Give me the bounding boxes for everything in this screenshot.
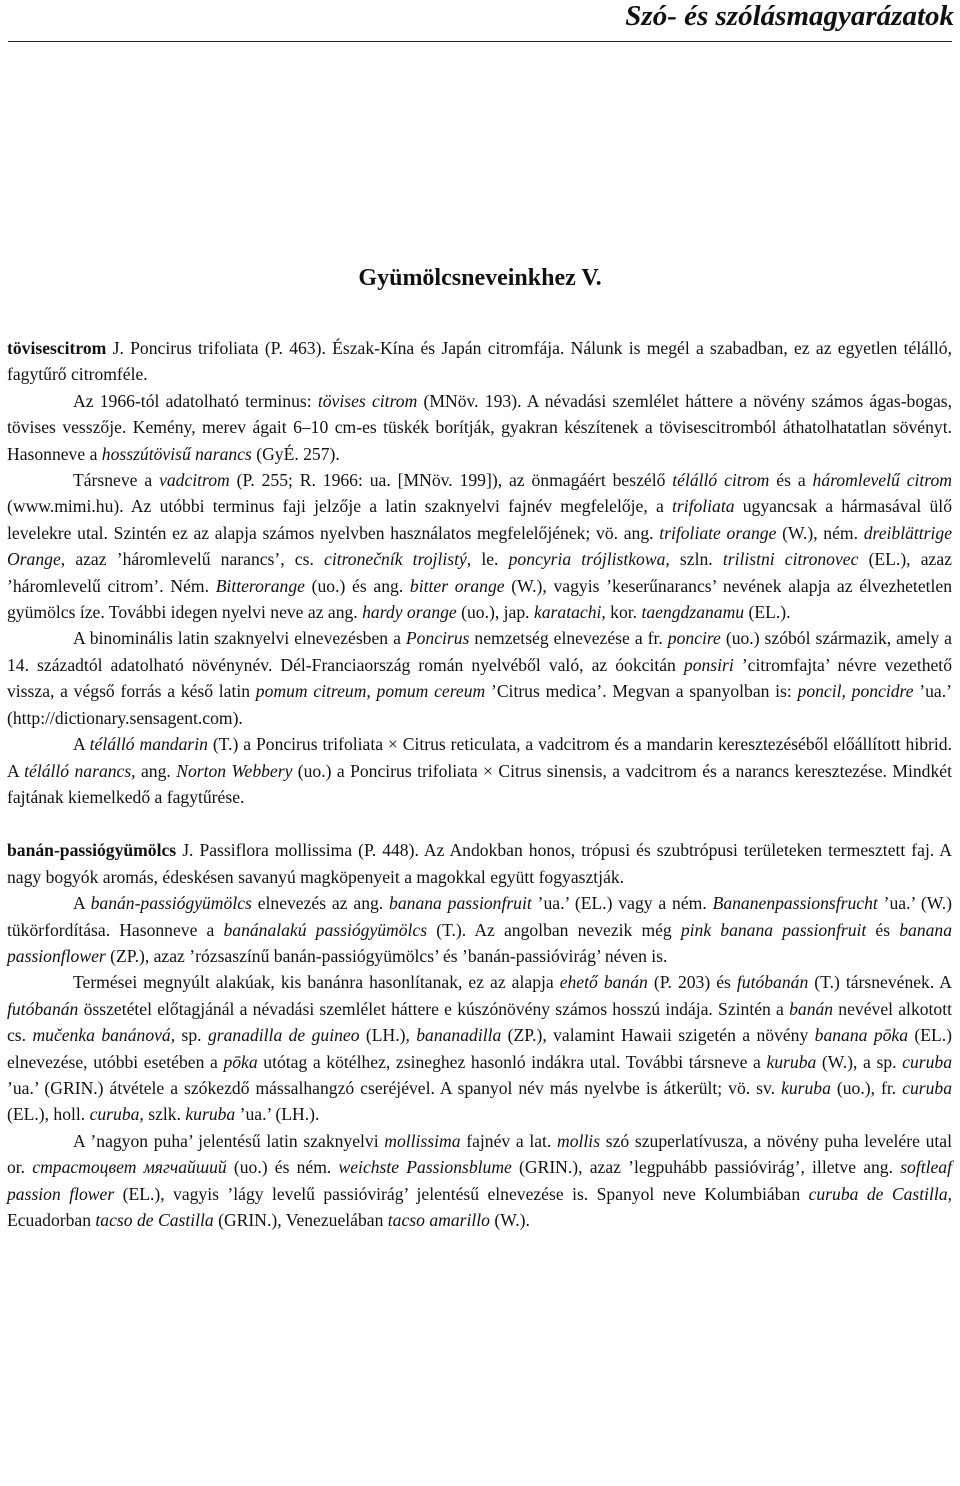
italic-term: trifoliata — [671, 496, 735, 517]
italic-term: granadilla de guineo — [207, 1025, 360, 1046]
entry-headword: banán-passiógyümölcs — [7, 840, 177, 861]
italic-term: banánalakú passiógyümölcs — [223, 919, 428, 940]
article-body — [7, 335, 952, 1233]
italic-term: weichste Passionsblume — [338, 1157, 512, 1178]
italic-term: banán-passiógyümölcs — [90, 893, 252, 914]
italic-term: banana pōka — [814, 1025, 909, 1046]
italic-term: curuba, — [89, 1104, 144, 1125]
italic-term: Bitterorange — [215, 575, 305, 596]
italic-term: dreiblättrige Orange, — [7, 522, 953, 570]
italic-term: poncire — [667, 628, 721, 649]
italic-term: poncil, poncidre — [797, 681, 914, 702]
italic-term: kuruba — [781, 1077, 831, 1098]
italic-term: hardy orange — [362, 602, 457, 623]
italic-term: tacso de Castilla — [95, 1210, 214, 1230]
italic-term: страстоцвет мягчайший — [32, 1157, 227, 1178]
article-title: Gyümölcsneveinkhez V. — [358, 265, 602, 291]
entry-headword: tövisescitrom — [7, 338, 107, 358]
paragraph-text: J. Poncirus trifoliata (P. 463). Észak-Kína és Japán citromfája. Nálunk is megél a szabadban, ez az egyetlen télálló, fagytűrő citromféle. — [7, 338, 952, 385]
paragraph: A ’nagyon puha’ jelentésű latin szaknyelvi mollissima fajnév a lat. mollis szó szuperlatívusza, a növény puha levelére utal or. страстоцвет мягчайший (uo.) és ném. weichste Passionsblume (GRIN.), azaz ’legpuhább passióvirág’, illetve ang. softleaf passion flower (EL.), vagyis ’lágy levelű passióvirág’ jelentésű elnevezése is. Spanyol neve Kolumbiában curuba de Castilla, Ecuadorban tacso de Castilla (GRIN.), Venezuelában tacso amarillo (W.). — [7, 1130, 953, 1230]
header-rule — [8, 41, 952, 42]
italic-term: kuruba — [185, 1104, 236, 1125]
italic-term: kuruba — [766, 1051, 817, 1072]
paragraph: Termései megnyúlt alakúak, kis banánra hasonlítanak, ez az alapja ehető banán (P. 203) és futóbanán (T.) társnevének. A futóbanán összetétel előtagjánál a névadási szemlélet háttere e kúszónövény számos hosszú indája. Szintén a banán nevével alkotott cs. mučenka banánová, sp. granadilla de guineo (LH.), bananadilla (ZP.), valamint Hawaii szigetén a növény banana pōka (EL.) elnevezése, utóbbi esetében a pōka utótag a kötélhez, zsineghez hasonló indákra utal. További társneve a kuruba (W.), a sp. curuba ’ua.’ (GRIN.) átvétele a szókezdő mássalhangzó cseréjével. A spanyol név más nyelvbe is átkerült; vö. sv. kuruba (uo.), fr. curuba (EL.), holl. curuba, szlk. kuruba ’ua.’ (LH.). — [7, 972, 953, 1125]
italic-term: ehető banán — [559, 972, 648, 993]
italic-term: Poncirus — [405, 628, 470, 649]
italic-term: Norton Webbery — [176, 760, 293, 781]
paragraph-text: J. Passiflora mollissima (P. 448). Az Andokban honos, trópusi és szubtrópusi területeken termesztett faj. A nagy bogyók aromás, édeskésen savanyú magköpenyeit a magokkal együtt fogyasztják. — [7, 840, 953, 887]
running-header: Szó- és szólásmagyarázatok — [625, 0, 954, 32]
italic-term: hosszútövisű narancs — [101, 443, 252, 464]
entry-separator — [7, 810, 952, 837]
italic-term: banana passionfruit — [389, 893, 532, 914]
italic-term: pink banana passionfruit — [680, 919, 867, 940]
italic-term: trilistni citronovec — [722, 549, 859, 570]
italic-term: futóbanán — [736, 972, 809, 993]
paragraph: A télálló mandarin (T.) a Poncirus trifoliata × Citrus reticulata, a vadcitrom és a mandarin keresztezéséből előállított hibrid. A télálló narancs, ang. Norton Webbery (uo.) a Poncirus trifoliata × Citrus sinensis, a vadcitrom és a narancs keresztezése. Mindkét fajtának kiemelkedő a fagytűrése. — [7, 734, 952, 807]
italic-term: poncyria trójlistkowa, — [508, 549, 670, 570]
italic-term: tövises citrom — [317, 390, 418, 411]
italic-term: mollissima — [384, 1130, 461, 1151]
paragraph: Társneve a vadcitrom (P. 255; R. 1966: ua. [MNöv. 199]), az önmagáért beszélő télálló citrom és a háromlevelű citrom (www.mimi.hu). Az utóbbi terminus faji jelzője a latin szaknyelvi fajnév megfelelője, a trifoliata ugyancsak a hármasával ülő levelekre utal. Szintén ez az alapja számos nyelvben használatos megfelelőjének; vö. ang. trifoliate orange (W.), ném. dreiblättrige Orange, azaz ’háromlevelű narancs’, cs. citronečník trojlistý, le. poncyria trójlistkowa, szln. trilistni citronovec (EL.), azaz ’háromlevelű citrom’. Ném. Bitterorange (uo.) és ang. bitter orange (W.), vagyis ’keserűnarancs’ nevének alapja az élvezhetetlen gyümölcs íze. További idegen nyelvi neve az ang. hardy orange (uo.), jap. karatachi, kor. taengdzanamu (EL.). — [7, 470, 953, 623]
italic-term: pomum citreum, pomum cereum — [255, 681, 486, 702]
italic-term: citronečník trojlistý, — [324, 549, 472, 570]
italic-term: háromlevelű citrom — [812, 470, 952, 491]
italic-term: bitter orange — [409, 575, 505, 596]
italic-term: ponsiri — [683, 654, 734, 675]
italic-term: Bananenpassionsfrucht — [712, 893, 878, 914]
paragraph: A binominális latin szaknyelvi elnevezésben a Poncirus nemzetség elnevezése a fr. poncire (uo.) szóból származik, amely a 14. századtól adatolható növénynév. Dél-Franciaország román nyelvéből való, az óokcitán ponsiri ’citromfajta’ névre vezethető vissza, a végső forrás a késő latin pomum citreum, pomum cereum ’Citrus medica’. Megvan a spanyolban is: poncil, poncidre ’ua.’ (http://dictionary.sensagent.com). — [7, 628, 952, 728]
paragraph: A banán-passiógyümölcs elnevezés az ang. banana passionfruit ’ua.’ (EL.) vagy a ném. Bananenpassionsfrucht ’ua.’ (W.) tükörfordítása. Hasonneve a banánalakú passiógyümölcs (T.). Az angolban nevezik még pink banana passionfruit és banana passionflower (ZP.), azaz ’rózsaszínű banán-passiógyümölcs’ és ’banán-passióvirág’ néven is. — [7, 893, 952, 966]
italic-term: softleaf passion flower — [7, 1157, 952, 1204]
italic-term: curuba de Castilla, — [808, 1183, 953, 1204]
entry-first-paragraph — [7, 837, 952, 890]
paragraph: Az 1966-tól adatolható terminus: tövises citrom (MNöv. 193). A névadási szemlélet háttere a növény számos ágas-bogas, tövises vesszője. Kemény, merev ágait 6–10 cm-es tüskék borítják, gyakran készítenek a tövisescitromból áthatolhatatlan sövényt. Hasonneve a hosszútövisű narancs (GyÉ. 257). — [7, 390, 952, 464]
italic-term: mollis — [557, 1130, 601, 1151]
italic-term: curuba — [902, 1077, 952, 1098]
italic-term: télálló citrom — [672, 470, 770, 491]
italic-term: bananadilla — [416, 1025, 502, 1046]
italic-term: trifoliate orange — [659, 522, 777, 543]
italic-term: tacso amarillo — [387, 1210, 490, 1230]
entry-first-paragraph — [7, 335, 952, 388]
italic-term: taengdzanamu — [641, 602, 745, 623]
italic-term: télálló narancs, — [24, 760, 136, 781]
italic-term: mučenka banánová, — [32, 1025, 176, 1046]
italic-term: curuba — [902, 1051, 953, 1072]
italic-term: télálló mandarin — [89, 734, 208, 755]
italic-term: karatachi, — [533, 602, 606, 623]
italic-term: futóbanán — [7, 998, 79, 1019]
italic-term: pōka — [223, 1051, 258, 1072]
italic-term: banana passionflower — [7, 919, 952, 966]
italic-term: banán — [789, 998, 834, 1019]
italic-term: vadcitrom — [159, 470, 230, 491]
